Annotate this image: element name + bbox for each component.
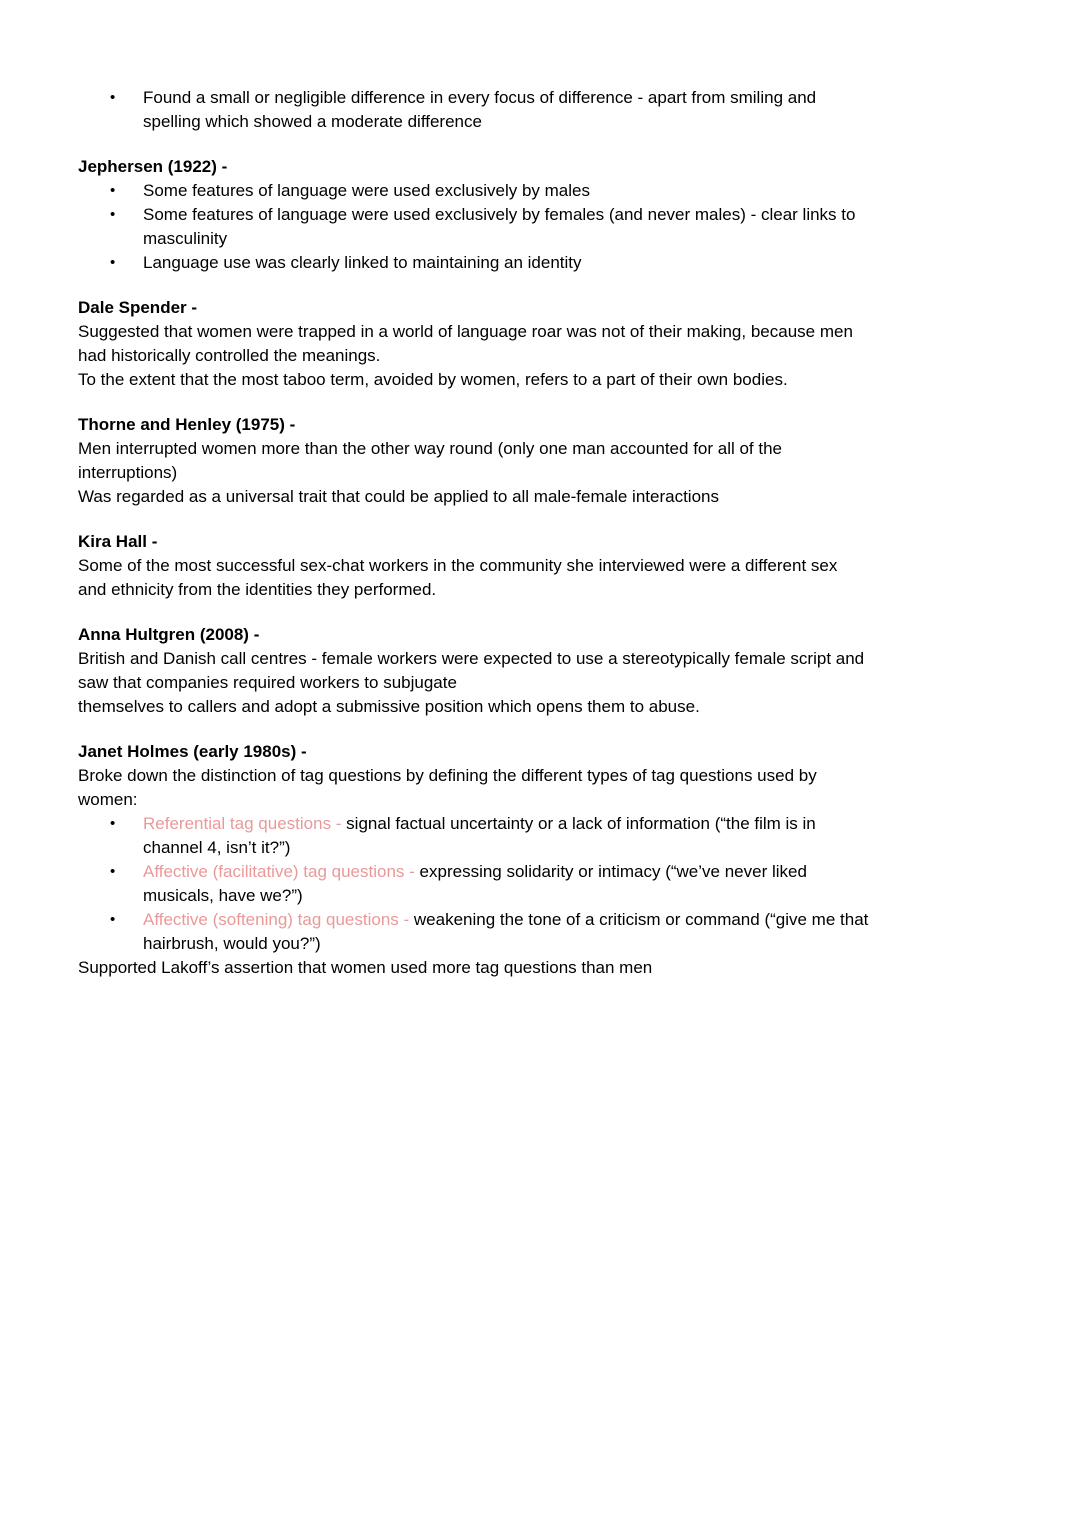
bullet-item xyxy=(78,203,1002,251)
text-line: saw that companies required workers to subjugate xyxy=(78,673,457,692)
tag-question-term: Referential tag questions - xyxy=(143,814,347,833)
text-line: Some features of language were used exclusively by females (and never males) - clear links to xyxy=(143,205,856,224)
text-line: had historically controlled the meanings. xyxy=(78,346,381,365)
tag-question-definition: signal factual uncertainty or a lack of information (“the film is in xyxy=(346,814,816,833)
text-line: and ethnicity from the identities they performed. xyxy=(78,580,437,599)
bullet-marker: • xyxy=(110,911,116,928)
section-jephersen xyxy=(78,155,1002,275)
bullet-marker: • xyxy=(110,182,116,199)
bullet-marker: • xyxy=(110,863,116,880)
text-line: Broke down the distinction of tag questions by defining the different types of tag questions used by xyxy=(78,766,817,785)
text-line: Found a small or negligible difference in every focus of difference - apart from smiling and xyxy=(143,88,817,107)
text-line: Some features of language were used exclusively by males xyxy=(143,181,590,200)
bullet-text xyxy=(143,812,1002,860)
text-line xyxy=(143,812,1002,836)
bullet-item xyxy=(78,86,1002,134)
tag-question-term: Affective (softening) tag questions - xyxy=(143,910,414,929)
heading-dale-spender: Dale Spender - xyxy=(78,298,198,317)
bullet-marker: • xyxy=(110,815,116,832)
heading-kira-hall: Kira Hall - xyxy=(78,532,158,551)
text-line: Suggested that women were trapped in a world of language roar was not of their making, because men xyxy=(78,322,853,341)
bullet-text xyxy=(143,908,1002,956)
bullet-text xyxy=(143,86,1002,134)
tag-question-definition: expressing solidarity or intimacy (“we’ve never liked xyxy=(419,862,807,881)
bullet-item xyxy=(78,908,1002,956)
bullet-text xyxy=(143,860,1002,908)
bullet-item xyxy=(78,860,1002,908)
tag-question-term: Affective (facilitative) tag questions - xyxy=(143,862,420,881)
bullet-item xyxy=(78,251,1002,275)
text-line: hairbrush, would you?”) xyxy=(143,934,321,953)
text-line: Men interrupted women more than the other way round (only one man accounted for all of the xyxy=(78,439,783,458)
section-anna-hultgren xyxy=(78,623,1002,719)
text-line: masculinity xyxy=(143,229,228,248)
text-line xyxy=(143,908,1002,932)
text-line: Was regarded as a universal trait that could be applied to all male-female interactions xyxy=(78,487,719,506)
section-dale-spender xyxy=(78,296,1002,392)
section-kira-hall xyxy=(78,530,1002,602)
tag-question-definition: weakening the tone of a criticism or command (“give me that xyxy=(413,910,869,929)
bullet-item xyxy=(78,812,1002,860)
section-thorne-henley xyxy=(78,413,1002,509)
text-line: To the extent that the most taboo term, avoided by women, refers to a part of their own bodies. xyxy=(78,370,788,389)
bullet-text xyxy=(143,251,1002,275)
text-line: Language use was clearly linked to maintaining an identity xyxy=(143,253,582,272)
text-line: themselves to callers and adopt a submissive position which opens them to abuse. xyxy=(78,697,700,716)
heading-janet-holmes: Janet Holmes (early 1980s) - xyxy=(78,742,307,761)
text-line: channel 4, isn’t it?”) xyxy=(143,838,291,857)
bullet-marker: • xyxy=(110,89,116,106)
section-continuation xyxy=(78,86,1002,134)
bullet-text xyxy=(143,179,1002,203)
text-line: British and Danish call centres - female workers were expected to use a stereotypically female script and xyxy=(78,649,865,668)
bullet-marker: • xyxy=(110,254,116,271)
closing-line: Supported Lakoff’s assertion that women used more tag questions than men xyxy=(78,958,653,977)
bullet-text xyxy=(143,203,1002,251)
heading-jephersen: Jephersen (1922) - xyxy=(78,157,228,176)
text-line: Some of the most successful sex-chat workers in the community she interviewed were a different sex xyxy=(78,556,838,575)
text-line: musicals, have we?”) xyxy=(143,886,303,905)
text-line xyxy=(143,860,1002,884)
text-line: women: xyxy=(78,790,138,809)
heading-anna-hultgren: Anna Hultgren (2008) - xyxy=(78,625,260,644)
heading-thorne-henley: Thorne and Henley (1975) - xyxy=(78,415,296,434)
section-janet-holmes xyxy=(78,740,1002,980)
text-line: interruptions) xyxy=(78,463,178,482)
bullet-item xyxy=(78,179,1002,203)
bullet-marker: • xyxy=(110,206,116,223)
text-line: spelling which showed a moderate difference xyxy=(143,112,482,131)
